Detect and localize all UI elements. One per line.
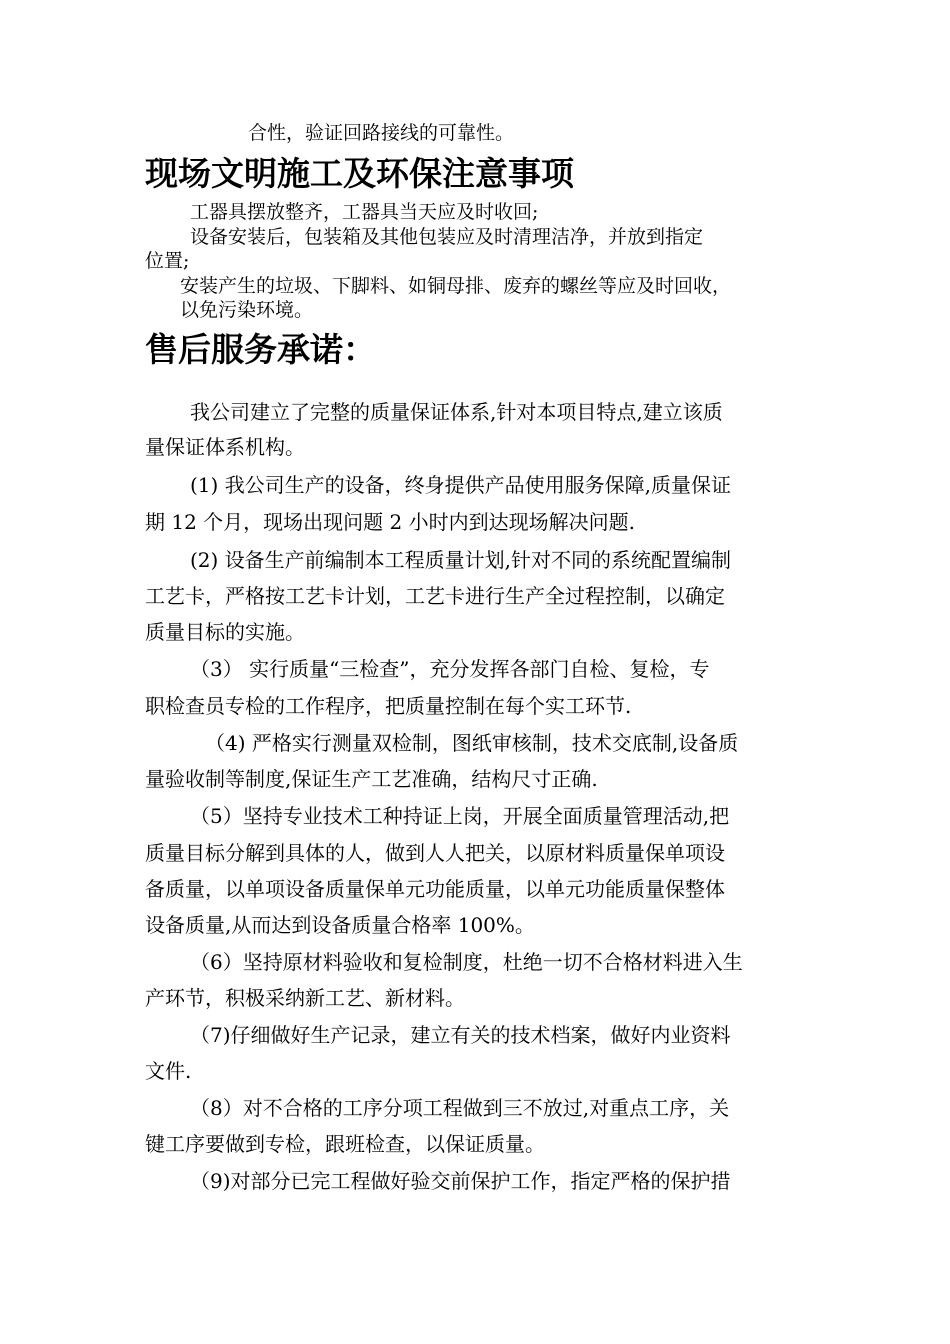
body-line: 安装产生的垃圾、下脚料、如铜母排、废弃的螺丝等应及时回收，	[180, 275, 732, 297]
paragraph-line: 工艺卡，严格按工艺卡计划，工艺卡进行生产全过程控制，以确定	[145, 584, 725, 608]
paragraph-line: 我公司建立了完整的质量保证体系,针对本项目特点,建立该质	[190, 400, 723, 424]
paragraph-line: （3） 实行质量“三检查”，充分发挥各部门自检、复检，专	[190, 657, 710, 681]
paragraph-line: (2) 设备生产前编制本工程质量计划,针对不同的系统配置编制	[190, 548, 732, 572]
paragraph-line: （7)仔细做好生产记录，建立有关的技术档案，做好内业资料	[190, 1023, 731, 1047]
body-line: 工器具摆放整齐，工器具当天应及时收回;	[190, 201, 539, 223]
paragraph-line: （6）坚持原材料验收和复检制度，杜绝一切不合格材料进入生	[190, 950, 743, 974]
continuation-line: 合性，验证回路接线的可靠性。	[248, 122, 515, 144]
paragraph-line: （9)对部分已完工程做好验交前保护工作，指定严格的保护措	[190, 1169, 731, 1193]
section-heading-after-sales-commitment: 售后服务承诺：	[145, 330, 376, 369]
paragraph-line: 产环节，积极采纳新工艺、新材料。	[145, 986, 465, 1010]
paragraph-line: （4) 严格实行测量双检制，图纸审核制，技术交底制,设备质	[205, 731, 739, 755]
body-line: 位置;	[145, 250, 190, 272]
paragraph-line: 文件.	[145, 1059, 192, 1083]
body-line: 设备安装后，包装箱及其他包装应及时清理洁净，并放到指定	[190, 226, 704, 248]
section-heading-site-civilized-construction: 现场文明施工及环保注意事项	[145, 154, 574, 193]
paragraph-line: 量验收制等制度,保证生产工艺准确，结构尺寸正确.	[145, 767, 598, 791]
paragraph-line: 职检查员专检的工作程序，把质量控制在每个实工环节.	[145, 694, 632, 718]
paragraph-line: 量保证体系机构。	[145, 435, 305, 459]
paragraph-line: 备质量，以单项设备质量保单元功能质量，以单元功能质量保整体	[145, 877, 725, 901]
paragraph-line: 设备质量,从而达到设备质量合格率 100%。	[145, 913, 535, 937]
paragraph-line: 质量目标分解到具体的人，做到人人把关，以原材料质量保单项设	[145, 841, 725, 865]
paragraph-line: 键工序要做到专检，跟班检查，以保证质量。	[145, 1132, 545, 1156]
paragraph-line: (1) 我公司生产的设备，终身提供产品使用服务保障,质量保证	[190, 473, 732, 497]
paragraph-line: 质量目标的实施。	[145, 620, 305, 644]
paragraph-line: 期 12 个月，现场出现问题 2 小时内到达现场解决问题.	[145, 510, 635, 534]
paragraph-line: （5）坚持专业技术工种持证上岗，开展全面质量管理活动,把	[190, 804, 730, 828]
paragraph-line: （8）对不合格的工序分项工程做到三不放过,对重点工序，关	[190, 1096, 730, 1120]
body-line: 以免污染环境。	[180, 299, 314, 321]
